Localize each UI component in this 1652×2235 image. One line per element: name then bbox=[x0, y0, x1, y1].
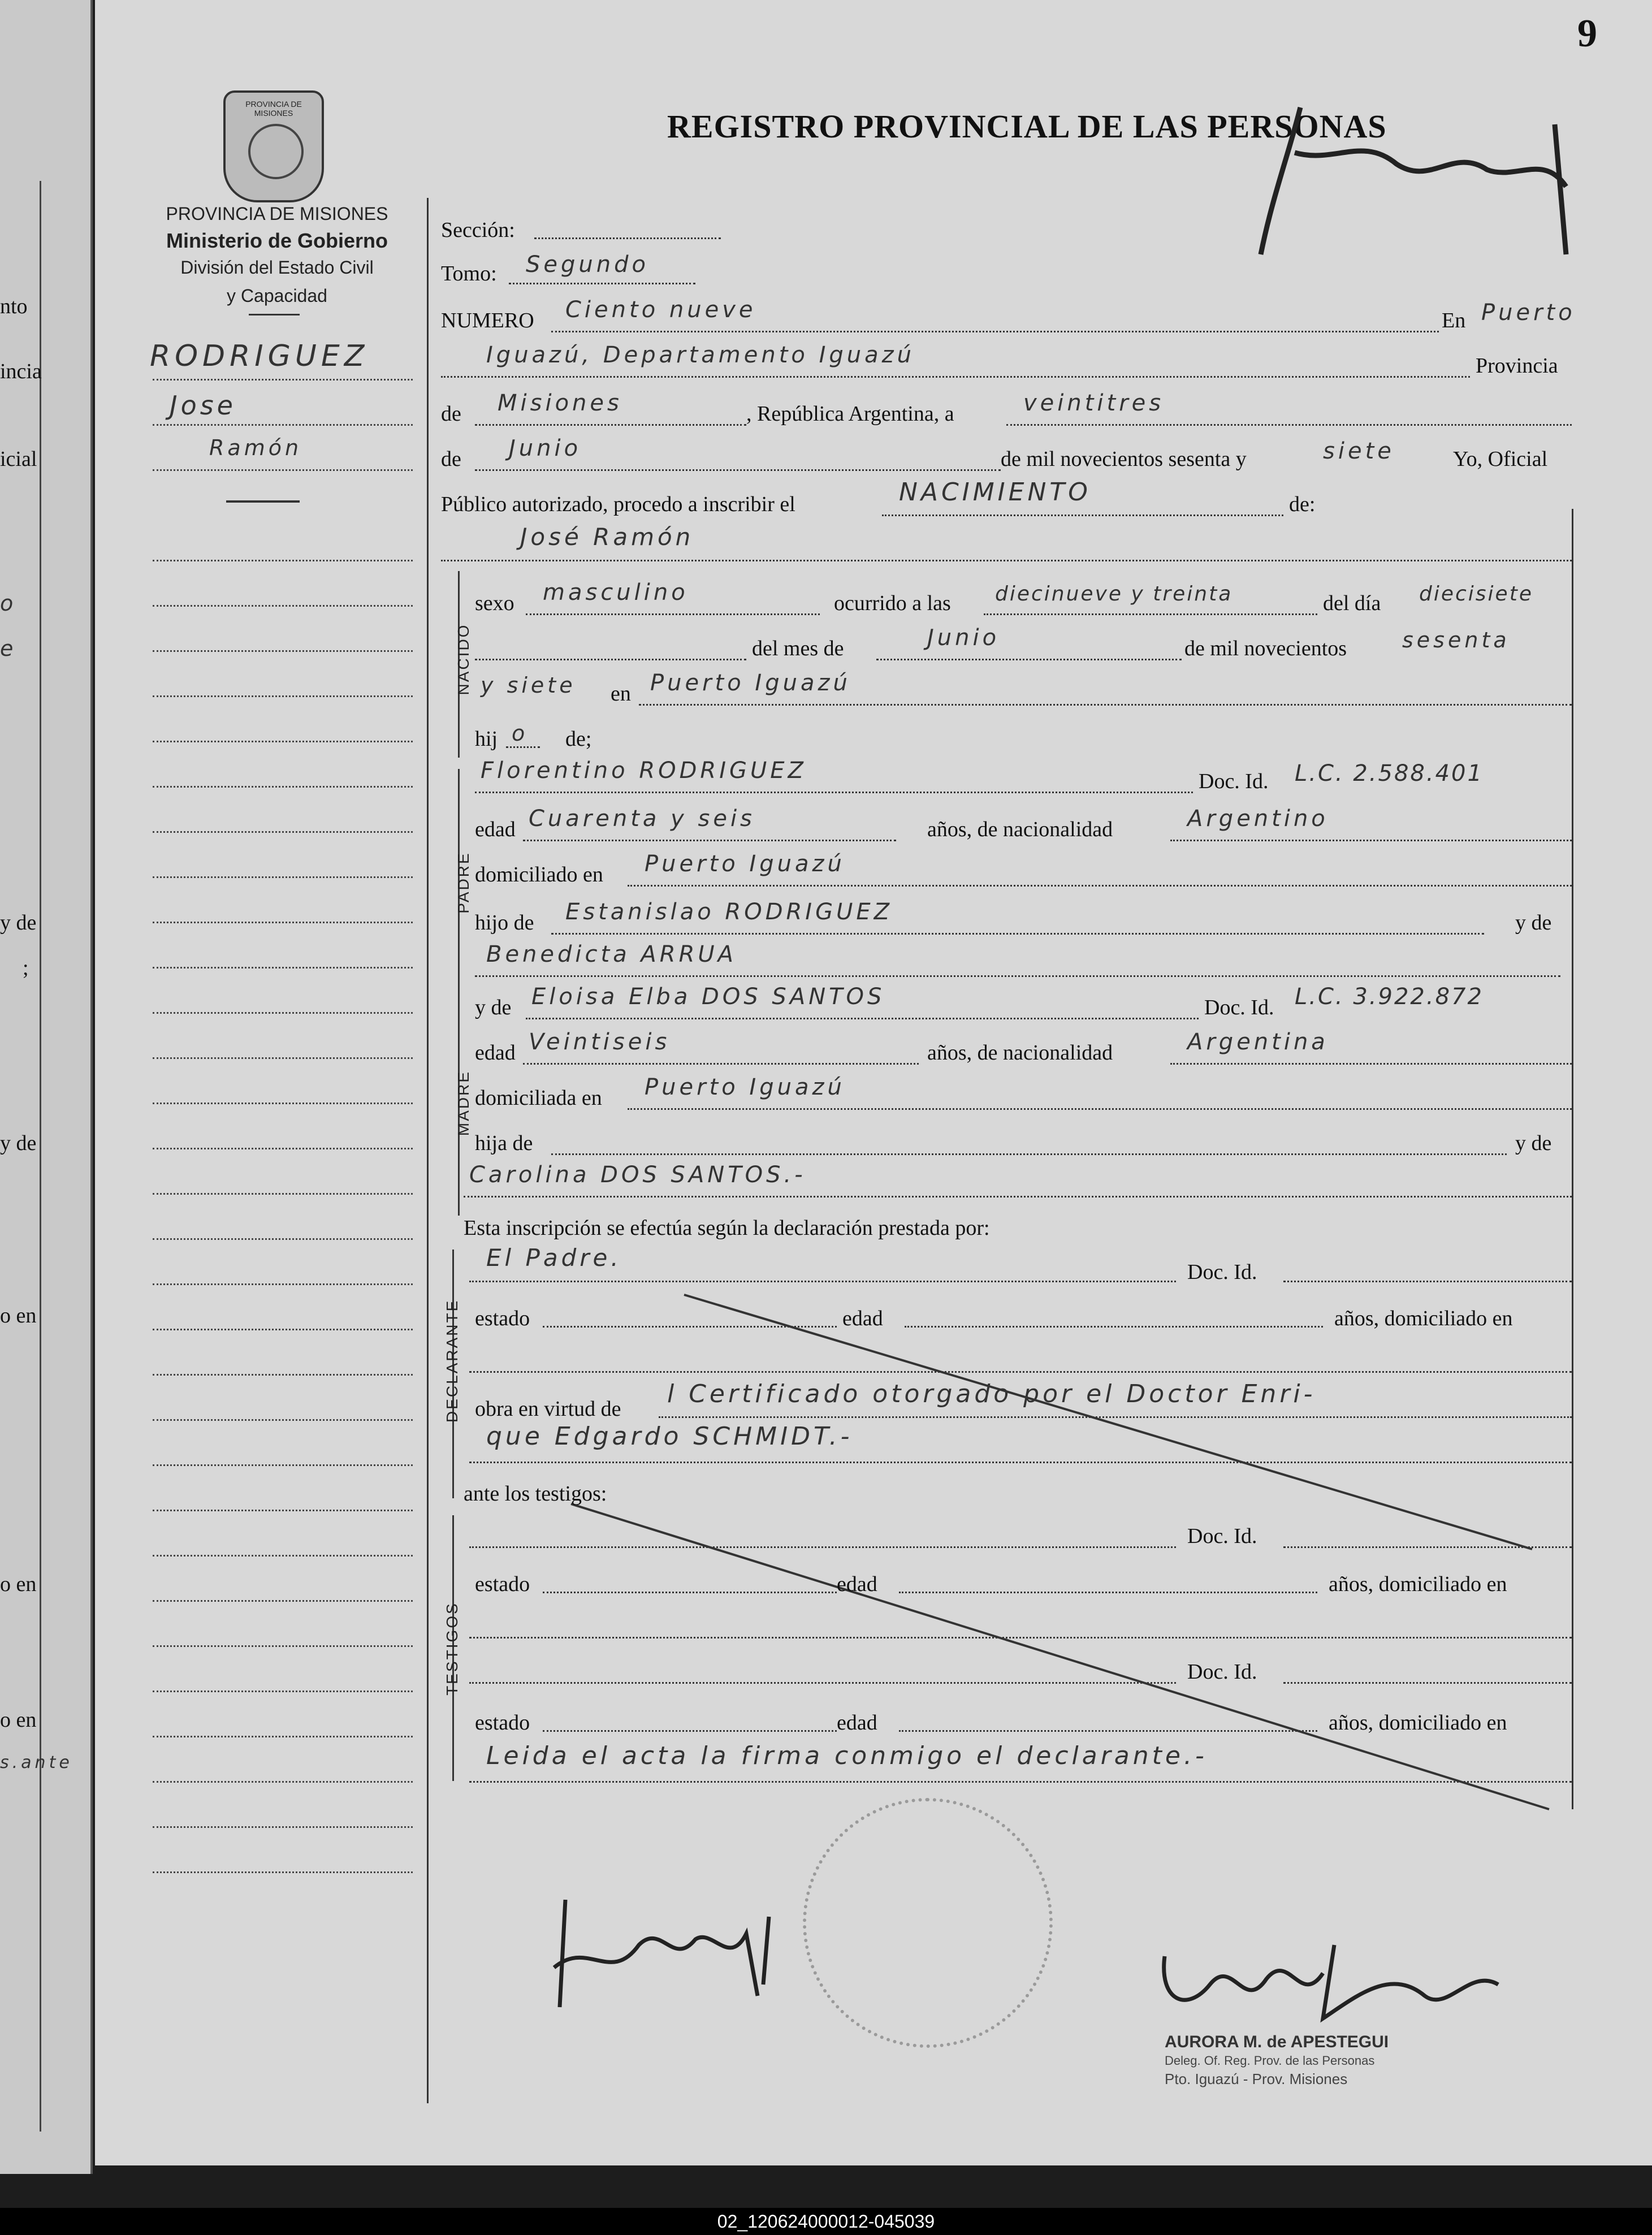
left-fragment-11: o en bbox=[0, 1708, 37, 1732]
hijo-de-label: de; bbox=[565, 727, 592, 751]
provincia-label: Provincia bbox=[1476, 354, 1558, 378]
provincia-value: Misiones bbox=[498, 390, 622, 416]
del-dia-label: del día bbox=[1323, 591, 1381, 615]
mes-value: Junio bbox=[927, 625, 1000, 651]
province-seal-icon: PROVINCIA DE MISIONES bbox=[223, 90, 324, 202]
left-fragment-1: nto bbox=[0, 295, 28, 318]
margin-underline bbox=[226, 500, 300, 503]
place-value: Iguazú, Departamento Iguazú bbox=[486, 342, 915, 368]
padre-edad-line bbox=[523, 840, 896, 841]
republica-label: , República Argentina, a bbox=[746, 402, 954, 426]
left-fragment-7: ; bbox=[23, 956, 29, 980]
left-rule bbox=[153, 1600, 413, 1602]
left-fragment-9: o en bbox=[0, 1304, 37, 1328]
left-rule bbox=[153, 876, 413, 878]
left-rule bbox=[153, 605, 413, 607]
declarante-anos-label: años, domiciliado en bbox=[1334, 1307, 1513, 1330]
testigo2-estado-line bbox=[543, 1730, 837, 1732]
declarante-intro: Esta inscripción se efectúa según la declaración prestada por: bbox=[464, 1216, 990, 1240]
madre-name: Eloisa Elba DOS SANTOS bbox=[531, 984, 885, 1010]
declarante-edad-label: edad bbox=[842, 1307, 883, 1330]
padre-anos-label: años, de nacionalidad bbox=[927, 818, 1113, 841]
section-label-testigos: TESTIGOS bbox=[443, 1602, 461, 1696]
name-value: José Ramón bbox=[520, 523, 694, 551]
madre-doc-label: Doc. Id. bbox=[1204, 996, 1274, 1019]
declarant-signature bbox=[543, 1883, 792, 2018]
numero-label: NUMERO bbox=[441, 309, 534, 332]
madre-edad-value: Veintiseis bbox=[529, 1029, 671, 1055]
testigo1-doc-label: Doc. Id. bbox=[1187, 1524, 1257, 1548]
left-rule bbox=[153, 922, 413, 923]
madre-anos-label: años, de nacionalidad bbox=[927, 1041, 1113, 1065]
madre-name-line bbox=[526, 1018, 1199, 1019]
testigo1-blank-line bbox=[469, 1637, 1572, 1639]
lugar-value: Puerto Iguazú bbox=[650, 670, 851, 696]
seccion-label: Sección: bbox=[441, 218, 515, 242]
footer-code: 02_120624000012-045039 bbox=[0, 2208, 1652, 2235]
mes-label: del mes de bbox=[752, 637, 844, 660]
left-rule bbox=[153, 1419, 413, 1421]
left-rule bbox=[153, 1148, 413, 1149]
division-name: División del Estado Civil bbox=[180, 257, 374, 278]
left-fragment-3: icial bbox=[0, 447, 37, 471]
left-rule bbox=[153, 831, 413, 833]
left-rule bbox=[153, 741, 413, 742]
margin-first-name: Jose bbox=[170, 390, 236, 421]
hijo-label: hij bbox=[475, 727, 498, 751]
madre-mother-line bbox=[464, 1196, 1572, 1198]
madre-domicilio-value: Puerto Iguazú bbox=[645, 1074, 845, 1100]
sexo-line bbox=[526, 613, 820, 615]
tomo-label: Tomo: bbox=[441, 262, 497, 286]
main-column-border bbox=[427, 198, 429, 2103]
name-line bbox=[441, 560, 1572, 561]
lugar-line bbox=[639, 704, 1572, 706]
stamp-name: AURORA M. de APESTEGUI bbox=[1165, 2033, 1389, 2051]
left-rule bbox=[153, 967, 413, 969]
left-rule bbox=[153, 1329, 413, 1330]
section-label-nacido: NACIDO bbox=[455, 623, 472, 695]
blank-line bbox=[475, 659, 746, 660]
obra-label: obra en virtud de bbox=[475, 1397, 621, 1421]
de-label: de bbox=[441, 402, 461, 426]
padre-domicilio-value: Puerto Iguazú bbox=[645, 851, 845, 877]
dia-value: diecisiete bbox=[1419, 582, 1533, 606]
padre-edad-label: edad bbox=[475, 818, 516, 841]
declarante-value: El Padre. bbox=[486, 1244, 622, 1272]
header-divider bbox=[249, 314, 300, 315]
tomo-value: Segundo bbox=[526, 252, 649, 278]
registrar-signature bbox=[1153, 1934, 1515, 2035]
acto-value: NACIMIENTO bbox=[899, 478, 1091, 507]
left-fragment-5: e bbox=[0, 636, 17, 661]
day-value: veintitres bbox=[1023, 390, 1165, 416]
publico-label: Público autorizado, procedo a inscribir el bbox=[441, 492, 795, 516]
de2-label: de bbox=[441, 447, 461, 471]
month-value: Junio bbox=[509, 435, 582, 461]
left-page-fragment bbox=[0, 0, 93, 2174]
place-line bbox=[441, 376, 1470, 378]
testigo2-doc-label: Doc. Id. bbox=[1187, 1660, 1257, 1684]
madre-doc-value: L.C. 3.922.872 bbox=[1295, 984, 1484, 1010]
right-border bbox=[1572, 509, 1573, 1809]
left-fragment-10: o en bbox=[0, 1572, 37, 1596]
madre-nac-line bbox=[1170, 1063, 1572, 1065]
testigo2-anos-label: años, domiciliado en bbox=[1329, 1711, 1507, 1735]
left-rule bbox=[153, 1103, 413, 1104]
left-rule bbox=[153, 1510, 413, 1511]
anio-label: de mil novecientos bbox=[1184, 637, 1347, 660]
padre-yde-label: y de bbox=[1515, 911, 1552, 935]
padre-doc-value: L.C. 2.588.401 bbox=[1295, 760, 1484, 786]
padre-nac-line bbox=[1170, 840, 1572, 841]
left-rule bbox=[153, 786, 413, 788]
testigo2-doc-line bbox=[1283, 1682, 1572, 1684]
left-rule bbox=[153, 1283, 413, 1285]
nacido-en-label: en bbox=[611, 682, 631, 706]
section-label-madre: MADRE bbox=[455, 1070, 472, 1136]
registrar-signature-top bbox=[1249, 85, 1589, 271]
numero-line bbox=[551, 331, 1439, 332]
left-rule bbox=[153, 424, 413, 426]
left-fragment-2: incia bbox=[0, 360, 42, 383]
left-rule bbox=[153, 1871, 413, 1873]
left-rule bbox=[153, 379, 413, 381]
ministry-name: Ministerio de Gobierno bbox=[166, 229, 388, 252]
closing-text: Leida el acta la firma conmigo el declarante.- bbox=[486, 1741, 1208, 1770]
day-line bbox=[1006, 424, 1572, 426]
tomo-line bbox=[509, 283, 695, 284]
left-rule bbox=[153, 1012, 413, 1014]
madre-edad-label: edad bbox=[475, 1041, 516, 1065]
padre-father-line bbox=[551, 933, 1484, 935]
en-label: En bbox=[1442, 309, 1466, 332]
year-value: siete bbox=[1323, 438, 1395, 464]
obra-value: l Certificado otorgado por el Doctor Enri- bbox=[667, 1380, 1316, 1408]
stamp-place: Pto. Iguazú - Prov. Misiones bbox=[1165, 2070, 1348, 2087]
madre-yde2-label: y de bbox=[1515, 1131, 1552, 1155]
left-rule bbox=[153, 695, 413, 697]
left-rule bbox=[153, 1781, 413, 1783]
left-fragment-8: y de bbox=[0, 1131, 37, 1155]
padre-mother-value: Benedicta ARRUA bbox=[486, 941, 737, 967]
document-title: REGISTRO PROVINCIAL DE LAS PERSONAS bbox=[667, 108, 1387, 145]
testigo2-edad-line bbox=[899, 1730, 1317, 1732]
padre-hijo-label: hijo de bbox=[475, 911, 534, 935]
provincia-line bbox=[475, 424, 746, 426]
margin-second-name: Ramón bbox=[209, 435, 302, 460]
declarante-doc-label: Doc. Id. bbox=[1187, 1260, 1257, 1284]
oficial-label: Yo, Oficial bbox=[1453, 447, 1548, 471]
left-rule bbox=[153, 1645, 413, 1647]
padre-name-line bbox=[475, 792, 1193, 793]
left-fragment-6: y de bbox=[0, 911, 37, 935]
mes-line bbox=[876, 659, 1182, 660]
left-rule bbox=[153, 1736, 413, 1737]
left-fragment-4: o bbox=[0, 591, 17, 616]
testigos-intro: ante los testigos: bbox=[464, 1482, 607, 1506]
testigo1-doc-line bbox=[1283, 1546, 1572, 1548]
sexo-value: masculino bbox=[543, 580, 689, 606]
left-rule bbox=[153, 1464, 413, 1466]
testigo2-estado-label: estado bbox=[475, 1711, 530, 1735]
numero-value: Ciento nueve bbox=[565, 297, 756, 323]
declarante-line bbox=[469, 1281, 1176, 1282]
sexo-label: sexo bbox=[475, 591, 514, 615]
en-value: Puerto bbox=[1481, 300, 1576, 326]
padre-nac-value: Argentino bbox=[1187, 806, 1329, 832]
hijo-line bbox=[506, 746, 540, 748]
declarante-doc-line bbox=[1283, 1281, 1572, 1282]
capacity-name: y Capacidad bbox=[227, 286, 327, 306]
left-rule bbox=[153, 1193, 413, 1195]
left-rule bbox=[153, 1555, 413, 1557]
madre-domicilio-label: domiciliada en bbox=[475, 1086, 602, 1110]
madre-nac-value: Argentina bbox=[1187, 1029, 1329, 1055]
left-rule bbox=[153, 1826, 413, 1828]
de3-label: de: bbox=[1289, 492, 1316, 516]
left-rule bbox=[153, 560, 413, 561]
month-line bbox=[475, 469, 1001, 471]
testigo1-anos-label: años, domiciliado en bbox=[1329, 1572, 1507, 1596]
left-rule bbox=[153, 1238, 413, 1240]
left-rule bbox=[153, 1691, 413, 1692]
left-fragment-12: s.ante bbox=[0, 1753, 73, 1773]
province-name: PROVINCIA DE MISIONES bbox=[166, 204, 388, 224]
testigo1-edad-line bbox=[899, 1592, 1317, 1593]
padre-father-value: Estanislao RODRIGUEZ bbox=[565, 899, 893, 925]
anio-value: sesenta bbox=[1402, 628, 1510, 652]
padre-domicilio-line bbox=[628, 885, 1572, 887]
official-seal-icon bbox=[803, 1798, 1053, 2048]
testigo1-name-line bbox=[469, 1546, 1176, 1548]
testigo2-name-line bbox=[469, 1682, 1176, 1684]
testigo1-edad-label: edad bbox=[837, 1572, 877, 1596]
madre-father-line bbox=[551, 1153, 1507, 1155]
padre-edad-value: Cuarenta y seis bbox=[529, 806, 755, 832]
madre-mother-value: Carolina DOS SANTOS.- bbox=[469, 1162, 806, 1188]
declarante-estado-label: estado bbox=[475, 1307, 530, 1330]
testigo1-estado-label: estado bbox=[475, 1572, 530, 1596]
left-rule bbox=[153, 1057, 413, 1059]
ocurrido-label: ocurrido a las bbox=[834, 591, 951, 615]
hijo-value: o bbox=[512, 721, 529, 746]
padre-domicilio-label: domiciliado en bbox=[475, 863, 603, 887]
hora-value: diecinueve y treinta bbox=[995, 582, 1233, 606]
section-label-padre: PADRE bbox=[455, 851, 472, 914]
seccion-line bbox=[534, 237, 721, 239]
padre-mother-line bbox=[475, 975, 1560, 977]
hora-line bbox=[984, 613, 1317, 615]
madre-edad-line bbox=[523, 1063, 919, 1065]
page-number: 9 bbox=[1577, 12, 1597, 55]
year-label: de mil novecientos sesenta y bbox=[1001, 447, 1247, 471]
left-rule bbox=[153, 1374, 413, 1376]
obra-value-2: que Edgardo SCHMIDT.- bbox=[486, 1422, 853, 1451]
left-rule bbox=[153, 650, 413, 652]
anio-value-2: y siete bbox=[481, 673, 576, 698]
margin-surname: RODRIGUEZ bbox=[150, 339, 369, 373]
closing-line bbox=[469, 1781, 1572, 1783]
section-label-declarante: DECLARANTE bbox=[443, 1299, 461, 1423]
testigo1-estado-line bbox=[543, 1592, 837, 1593]
madre-yde-label: y de bbox=[475, 996, 512, 1019]
stamp-role: Deleg. Of. Reg. Prov. de las Personas bbox=[1165, 2054, 1375, 2068]
padre-doc-label: Doc. Id. bbox=[1199, 770, 1269, 793]
testigo2-edad-label: edad bbox=[837, 1711, 877, 1735]
madre-hija-label: hija de bbox=[475, 1131, 533, 1155]
left-rule bbox=[153, 469, 413, 471]
acto-line bbox=[882, 515, 1283, 516]
madre-domicilio-line bbox=[628, 1108, 1572, 1110]
padre-name: Florentino RODRIGUEZ bbox=[481, 758, 807, 784]
